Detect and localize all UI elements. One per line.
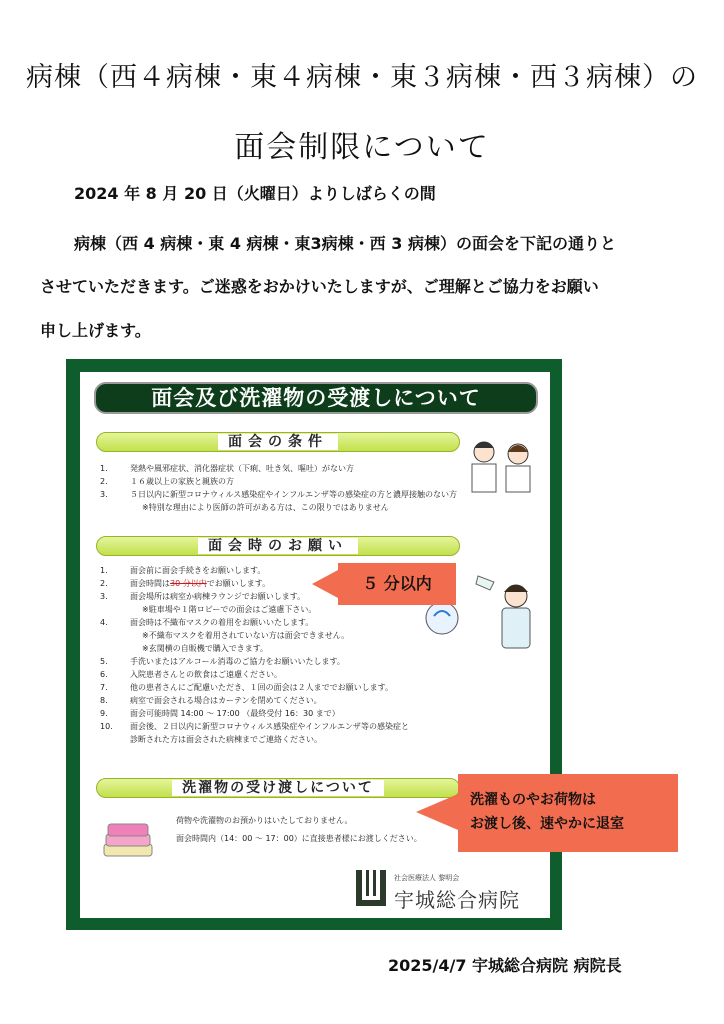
- laundry-heading: [96, 778, 460, 798]
- condition-note: ※特別な理由により医師の許可がある方は、この限りではありません: [142, 503, 389, 512]
- laundry-callout: [458, 774, 678, 852]
- hospital-logo-icon: [354, 868, 388, 908]
- request-item: 9. 面会可能時間 14:00 〜 17:00 （最終受付 16：30 まで）: [100, 709, 340, 718]
- request-item: 10. 面会後、２日以内に新型コロナウィルス感染症やインフルエンザ等の感染症と: [100, 722, 409, 731]
- request-item: 4. 面会時は不織布マスクの着用をお願いいたします。: [100, 618, 314, 627]
- conditions-list: [100, 462, 457, 514]
- request-item: 2. 面会時間は 30 分以内 でお願いします。: [100, 579, 271, 588]
- hospital-corporation: 社会医療法人 黎明会: [394, 874, 460, 882]
- request-item: 7. 他の患者さんにご配慮いただき、１回の面会は２人まででお願いします。: [100, 683, 394, 692]
- conditions-heading: [96, 432, 460, 452]
- body-text-line1: 病棟（西 4 病棟・東 4 病棟・東3病棟・西 3 病棟）の面会を下記の通りと: [74, 234, 616, 253]
- request-item: 3. 面会場所は病室か病棟ラウンジでお願いします。: [100, 592, 306, 601]
- body-text-line3: 申し上げます。: [40, 321, 151, 340]
- request-item: 5. 手洗いまたはアルコール消毒のご協力をお願いいたします。: [100, 657, 345, 666]
- hospital-name: 宇城総合病院: [394, 888, 520, 912]
- condition-item: 1. 発熱や風邪症状、消化器症状（下痢、吐き気、嘔吐）がない方: [100, 464, 354, 473]
- laundry-icon: [100, 820, 156, 860]
- effective-date: 2024 年 8 月 20 日（火曜日）よりしばらくの間: [74, 184, 436, 203]
- condition-item: 2. １６歳以上の家族と親族の方: [100, 477, 234, 486]
- laundry-heading-text: 洗濯物の受け渡しについて: [172, 780, 384, 796]
- time-limit-callout: ５ 分以内: [338, 563, 456, 605]
- conditions-heading-text: 面会の条件: [218, 434, 338, 450]
- notice-title-line1: 病棟（西４病棟・東４病棟・東３病棟・西３病棟）の: [26, 62, 698, 93]
- poster-title: 面会及び洗濯物の受渡しについて: [94, 382, 538, 414]
- request-note: ※駐車場や１階ロビーでの面会はご遠慮下さい。: [142, 605, 317, 614]
- notice-title-line2: 面会制限について: [234, 130, 490, 165]
- struck-time: 30 分以内: [170, 579, 207, 588]
- footer-signature: 2025/4/7 宇城総合病院 病院長: [388, 956, 622, 975]
- body-text-line2: させていただきます。ご迷惑をおかけいたしますが、ご理解とご協力をお願い: [40, 277, 599, 296]
- request-note: ※不織布マスクを着用されていない方は面会できません。: [142, 631, 350, 640]
- request-item: 診断された方は面会された病棟までご連絡ください。: [130, 735, 322, 744]
- laundry-callout-arrow: [416, 794, 458, 830]
- request-note: ※玄関横の自販機で購入できます。: [142, 644, 269, 653]
- time-callout-arrow: [312, 570, 338, 598]
- laundry-callout-line2: お渡し後、速やかに退室: [470, 816, 624, 832]
- laundry-line: 荷物や洗濯物のお預かりはいたしておりません。: [176, 816, 353, 825]
- doctors-illustration: [462, 434, 542, 494]
- request-item: 6. 入院患者さんとの飲食はご遠慮ください。: [100, 670, 282, 679]
- condition-item: 3. ５日以内に新型コロナウィルス感染症やインフルエンザ等の感染症の方と濃厚接触のない方: [100, 490, 457, 499]
- requests-heading: [96, 536, 460, 556]
- laundry-text: [176, 812, 422, 848]
- request-item: 8. 病室で面会される場合はカーテンを閉めてください。: [100, 696, 322, 705]
- laundry-line: 面会時間内（14：00 〜 17：00）に直接患者様にお渡しください。: [176, 834, 422, 843]
- laundry-callout-line1: 洗濯ものやお荷物は: [470, 792, 596, 808]
- request-item: 1. 面会前に面会手続きをお願いします。: [100, 566, 266, 575]
- requests-heading-text: 面会時のお願い: [198, 538, 358, 554]
